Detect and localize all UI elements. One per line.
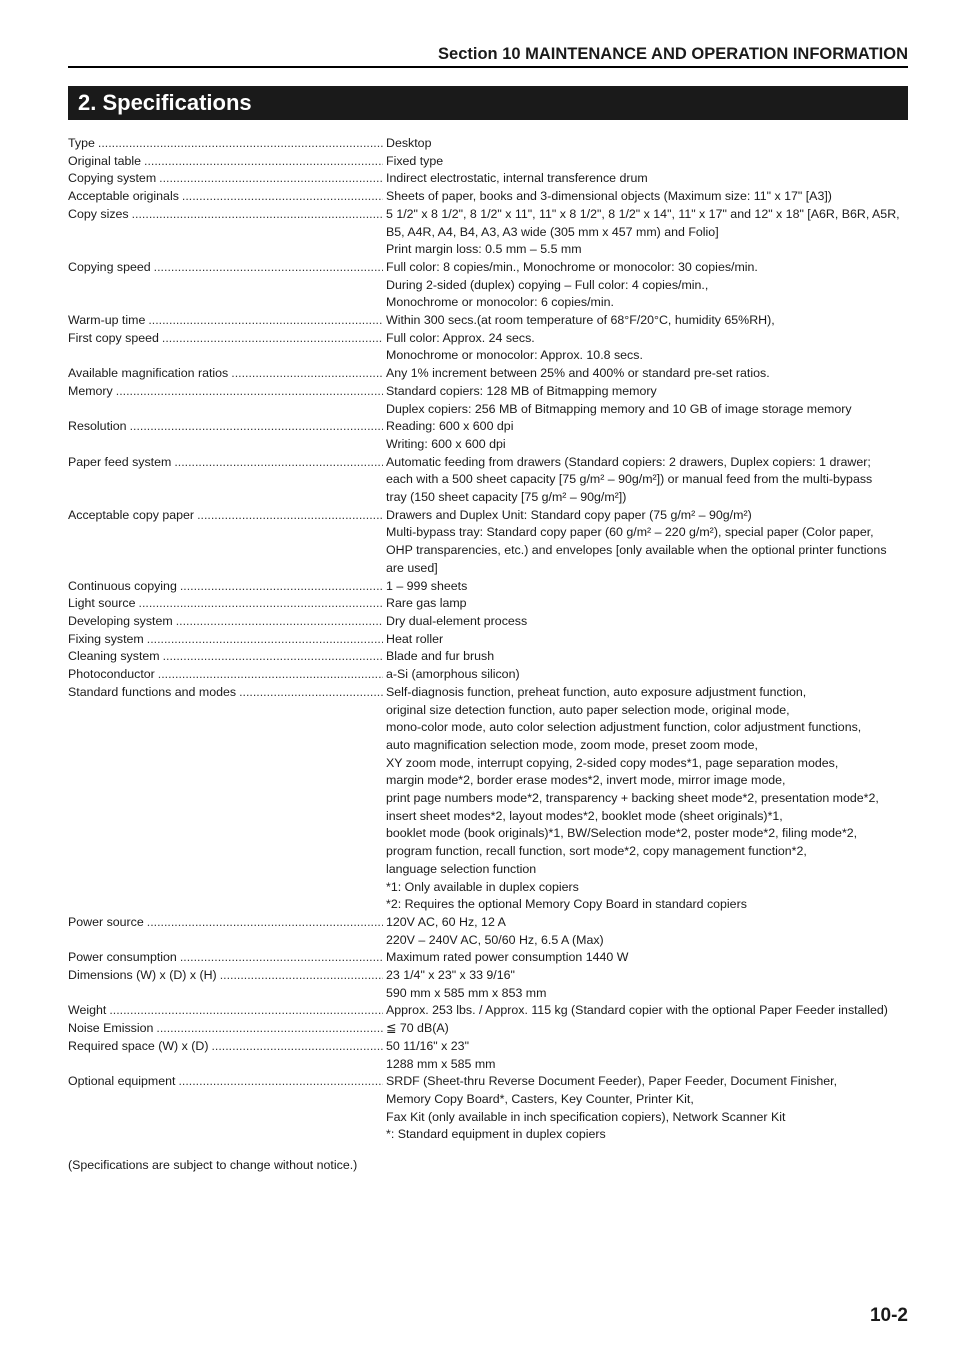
spec-label: [68, 365, 383, 383]
dot-leader: [163, 648, 383, 666]
spec-value-line: Multi-bypass tray: Standard copy paper (60 g/m² – 220 g/m²), special paper (Color paper,: [386, 525, 874, 540]
spec-label: [68, 135, 383, 153]
spec-value: [383, 684, 913, 914]
spec-value-line: Monochrome or monocolor: Approx. 10.8 secs.: [386, 348, 643, 363]
spec-value-line: *: Standard equipment in duplex copiers: [386, 1127, 606, 1142]
dot-leader: [182, 188, 383, 206]
spec-value: [383, 578, 913, 596]
spec-value-line: Duplex copiers: 256 MB of Bitmapping memory and 10 GB of image storage memory: [386, 401, 852, 416]
spec-label-text: Noise Emission: [68, 1021, 154, 1036]
spec-value-line: Dry dual-element process: [386, 613, 528, 628]
dot-leader: [144, 153, 383, 171]
dot-leader: [148, 312, 383, 330]
spec-row: [68, 418, 913, 453]
spec-label-text: Cleaning system: [68, 649, 160, 664]
spec-label-text: Weight: [68, 1003, 107, 1018]
spec-value: [383, 1038, 913, 1073]
spec-value-line: 23 1/4" x 23" x 33 9/16": [386, 968, 515, 983]
spec-value-line: 220V – 240V AC, 50/60 Hz, 6.5 A (Max): [386, 932, 604, 947]
dot-leader: [98, 135, 383, 153]
spec-row: [68, 507, 913, 578]
spec-value-line: Print margin loss: 0.5 mm – 5.5 mm: [386, 242, 582, 257]
spec-label-text: Standard functions and modes: [68, 684, 237, 699]
dot-leader: [176, 613, 383, 631]
spec-row: [68, 914, 913, 949]
spec-label-text: Memory: [68, 383, 113, 398]
spec-label: [68, 684, 383, 914]
dot-leader: [156, 1020, 383, 1038]
spec-value-line: margin mode*2, border erase modes*2, invert mode, mirror image mode,: [386, 773, 786, 788]
spec-label-text: Copying system: [68, 171, 157, 186]
spec-label-text: Type: [68, 136, 95, 150]
spec-label: [68, 206, 383, 259]
spec-value-line: Any 1% increment between 25% and 400% or standard pre-set ratios.: [386, 366, 770, 381]
spec-label-text: Copying speed: [68, 259, 151, 274]
spec-row: [68, 684, 913, 914]
spec-label-text: Continuous copying: [68, 578, 177, 593]
spec-label: [68, 153, 383, 171]
spec-row: [68, 1073, 913, 1144]
spec-label: [68, 170, 383, 188]
spec-value: [383, 967, 913, 1002]
spec-value: [383, 595, 913, 613]
spec-value-line: During 2-sided (duplex) copying – Full color: 4 copies/min.,: [386, 277, 709, 292]
spec-row: [68, 648, 913, 666]
spec-value: [383, 383, 913, 418]
spec-label-text: Developing system: [68, 613, 173, 628]
spec-value-line: booklet mode (book originals)*1, BW/Selection mode*2, poster mode*2, filing mode*2,: [386, 826, 858, 841]
spec-label: [68, 914, 383, 949]
spec-label: [68, 1073, 383, 1144]
spec-value-line: Fax Kit (only available in inch specification copiers), Network Scanner Kit: [386, 1109, 786, 1124]
spec-label: [68, 259, 383, 312]
spec-value: [383, 613, 913, 631]
spec-label-text: Power consumption: [68, 950, 177, 965]
spec-label: [68, 1020, 383, 1038]
spec-row: [68, 613, 913, 631]
dot-leader: [154, 259, 383, 277]
spec-label: [68, 967, 383, 1002]
spec-row: [68, 967, 913, 1002]
dot-leader: [180, 949, 383, 967]
dot-leader: [178, 1073, 383, 1091]
spec-label: [68, 188, 383, 206]
spec-label: [68, 507, 383, 578]
spec-row: [68, 666, 913, 684]
spec-value-line: Approx. 253 lbs. / Approx. 115 kg (Standard copier with the optional Paper Feeder installed): [386, 1003, 888, 1018]
dot-leader: [197, 507, 383, 525]
spec-label-text: Original table: [68, 153, 142, 168]
page-title: 2. Specifications: [68, 86, 908, 120]
spec-label-text: Acceptable originals: [68, 189, 179, 204]
spec-value-line: 590 mm x 585 mm x 853 mm: [386, 985, 547, 1000]
spec-value-line: Drawers and Duplex Unit: Standard copy paper (75 g/m² – 90g/m²): [386, 507, 752, 522]
spec-row: [68, 206, 913, 259]
dot-leader: [132, 206, 383, 224]
spec-row: [68, 578, 913, 596]
spec-label: [68, 648, 383, 666]
spec-label: [68, 312, 383, 330]
dot-leader: [147, 631, 383, 649]
spec-value-line: Automatic feeding from drawers (Standard copiers: 2 drawers, Duplex copiers: 1 drawer;: [386, 454, 871, 469]
spec-row: [68, 949, 913, 967]
spec-row: [68, 170, 913, 188]
spec-value-line: Within 300 secs.(at room temperature of 68°F/20°C, humidity 65%RH),: [386, 313, 775, 328]
dot-leader: [180, 578, 383, 596]
spec-value-line: auto magnification selection mode, zoom mode, preset zoom mode,: [386, 737, 758, 752]
spec-value-line: Monochrome or monocolor: 6 copies/min.: [386, 295, 614, 310]
spec-row: [68, 1038, 913, 1073]
spec-label-text: Fixing system: [68, 631, 144, 646]
spec-value: [383, 153, 913, 171]
spec-value-line: *1: Only available in duplex copiers: [386, 879, 579, 894]
spec-value: [383, 454, 913, 507]
spec-value-line: language selection function: [386, 861, 537, 876]
spec-value-line: Heat roller: [386, 631, 444, 646]
spec-value: [383, 170, 913, 188]
spec-label-text: Resolution: [68, 419, 127, 434]
spec-label: [68, 613, 383, 631]
spec-value: [383, 648, 913, 666]
spec-value-line: *2: Requires the optional Memory Copy Board in standard copiers: [386, 897, 747, 912]
spec-value: [383, 949, 913, 967]
spec-value-line: OHP transparencies, etc.) and envelopes [only available when the optional printer functions: [386, 543, 887, 558]
spec-row: [68, 365, 913, 383]
spec-value-line: B5, A4R, A4, B4, A3, A3 wide (305 mm x 457 mm) and Folio]: [386, 224, 719, 239]
spec-row: [68, 631, 913, 649]
page-number: 10-2: [869, 1305, 908, 1326]
spec-value-line: 1288 mm x 585 mm: [386, 1056, 496, 1071]
spec-value-line: Desktop: [386, 136, 432, 150]
spec-value: [383, 1020, 913, 1038]
spec-value: [383, 631, 913, 649]
spec-value-line: each with a 500 sheet capacity [75 g/m² – 90g/m²]) or manual feed from the multi-bypass: [386, 472, 873, 487]
spec-label: [68, 418, 383, 453]
dot-leader: [162, 330, 383, 348]
spec-label: [68, 330, 383, 365]
spec-row: [68, 454, 913, 507]
spec-value: [383, 914, 913, 949]
spec-label: [68, 666, 383, 684]
spec-value-line: XY zoom mode, interrupt copying, 2-sided copy modes*1, page separation modes,: [386, 755, 839, 770]
spec-value-line: SRDF (Sheet-thru Reverse Document Feeder), Paper Feeder, Document Finisher,: [386, 1074, 838, 1089]
spec-label: [68, 383, 383, 418]
spec-value-line: are used]: [386, 560, 438, 575]
spec-value: [383, 507, 913, 578]
spec-row: [68, 1020, 913, 1038]
spec-label-text: Required space (W) x (D): [68, 1038, 209, 1053]
spec-row: [68, 330, 913, 365]
spec-value-line: Full color: Approx. 24 secs.: [386, 330, 535, 345]
spec-value-line: 1 – 999 sheets: [386, 578, 468, 593]
spec-value-line: print page numbers mode*2, transparency + backing sheet mode*2, presentation mode*2,: [386, 791, 879, 806]
dot-leader: [239, 684, 383, 702]
spec-value: [383, 365, 913, 383]
spec-label-text: Dimensions (W) x (D) x (H): [68, 968, 217, 983]
dot-leader: [147, 914, 383, 932]
spec-label: [68, 631, 383, 649]
spec-row: [68, 135, 913, 153]
spec-value-line: tray (150 sheet capacity [75 g/m² – 90g/m²]): [386, 490, 627, 505]
dot-leader: [116, 383, 383, 401]
spec-value: [383, 188, 913, 206]
spec-value: [383, 259, 913, 312]
spec-label: [68, 1038, 383, 1073]
specifications-footnote: (Specifications are subject to change without notice.): [68, 1158, 358, 1172]
spec-value-line: Standard copiers: 128 MB of Bitmapping memory: [386, 383, 657, 398]
spec-value: [383, 666, 913, 684]
spec-value-line: ≦ 70 dB(A): [386, 1021, 449, 1036]
spec-value-line: 50 11/16" x 23": [386, 1038, 469, 1053]
dot-leader: [211, 1038, 383, 1056]
spec-row: [68, 383, 913, 418]
spec-value-line: Rare gas lamp: [386, 596, 467, 611]
spec-value-line: Maximum rated power consumption 1440 W: [386, 950, 629, 965]
spec-value-line: insert sheet modes*2, layout modes*2, booklet mode (sheet originals)*1,: [386, 808, 783, 823]
spec-value-line: 120V AC, 60 Hz, 12 A: [386, 914, 506, 929]
spec-value-line: mono-color mode, auto color selection adjustment function, color adjustment functions,: [386, 720, 862, 735]
spec-label-text: Paper feed system: [68, 454, 172, 469]
spec-label-text: Photoconductor: [68, 667, 155, 682]
spec-value-line: original size detection function, auto paper selection mode, original mode,: [386, 702, 790, 717]
spec-row: [68, 153, 913, 171]
spec-value: [383, 312, 913, 330]
spec-value-line: Self-diagnosis function, preheat function, auto exposure adjustment function,: [386, 684, 807, 699]
spec-label-text: Available magnification ratios: [68, 366, 229, 381]
spec-value: [383, 135, 913, 153]
section-header: Section 10 MAINTENANCE AND OPERATION INFORMATION: [68, 45, 908, 68]
spec-value: [383, 1002, 913, 1020]
dot-leader: [220, 967, 383, 985]
specifications-list: [68, 135, 913, 1144]
dot-leader: [159, 170, 383, 188]
dot-leader: [130, 418, 383, 436]
spec-label-text: Light source: [68, 596, 136, 611]
spec-label-text: Optional equipment: [68, 1074, 176, 1089]
spec-label: [68, 595, 383, 613]
spec-label: [68, 578, 383, 596]
spec-value: [383, 418, 913, 453]
spec-row: [68, 188, 913, 206]
dot-leader: [174, 454, 383, 472]
spec-value-line: Sheets of paper, books and 3-dimensional objects (Maximum size: 11" x 17" [A3]): [386, 189, 832, 204]
dot-leader: [158, 666, 383, 684]
spec-value-line: a-Si (amorphous silicon): [386, 667, 520, 682]
spec-value-line: 5 1/2" x 8 1/2", 8 1/2" x 11", 11" x 8 1/2", 8 1/2" x 14", 11" x 17" and 12" x 18" [A6R, B6R, A5R,: [386, 206, 900, 221]
spec-label-text: Warm-up time: [68, 313, 146, 328]
spec-value: [383, 330, 913, 365]
spec-value-line: Full color: 8 copies/min., Monochrome or monocolor: 30 copies/min.: [386, 259, 758, 274]
spec-label-text: Copy sizes: [68, 206, 129, 221]
spec-label: [68, 1002, 383, 1020]
spec-label-text: Power source: [68, 914, 144, 929]
dot-leader: [231, 365, 383, 383]
spec-label: [68, 454, 383, 507]
dot-leader: [139, 595, 383, 613]
spec-value-line: Indirect electrostatic, internal transference drum: [386, 171, 648, 186]
spec-value-line: Blade and fur brush: [386, 649, 495, 664]
spec-value-line: Memory Copy Board*, Casters, Key Counter, Printer Kit,: [386, 1091, 694, 1106]
spec-value: [383, 1073, 913, 1144]
spec-label-text: Acceptable copy paper: [68, 507, 195, 522]
spec-row: [68, 259, 913, 312]
spec-label-text: First copy speed: [68, 330, 159, 345]
spec-value: [383, 206, 913, 259]
spec-value-line: Fixed type: [386, 153, 444, 168]
spec-value-line: Reading: 600 x 600 dpi: [386, 419, 514, 434]
spec-value-line: Writing: 600 x 600 dpi: [386, 436, 506, 451]
spec-value-line: program function, recall function, sort mode*2, copy management function*2,: [386, 844, 807, 859]
spec-row: [68, 312, 913, 330]
dot-leader: [109, 1002, 383, 1020]
spec-label: [68, 949, 383, 967]
spec-row: [68, 1002, 913, 1020]
spec-row: [68, 595, 913, 613]
